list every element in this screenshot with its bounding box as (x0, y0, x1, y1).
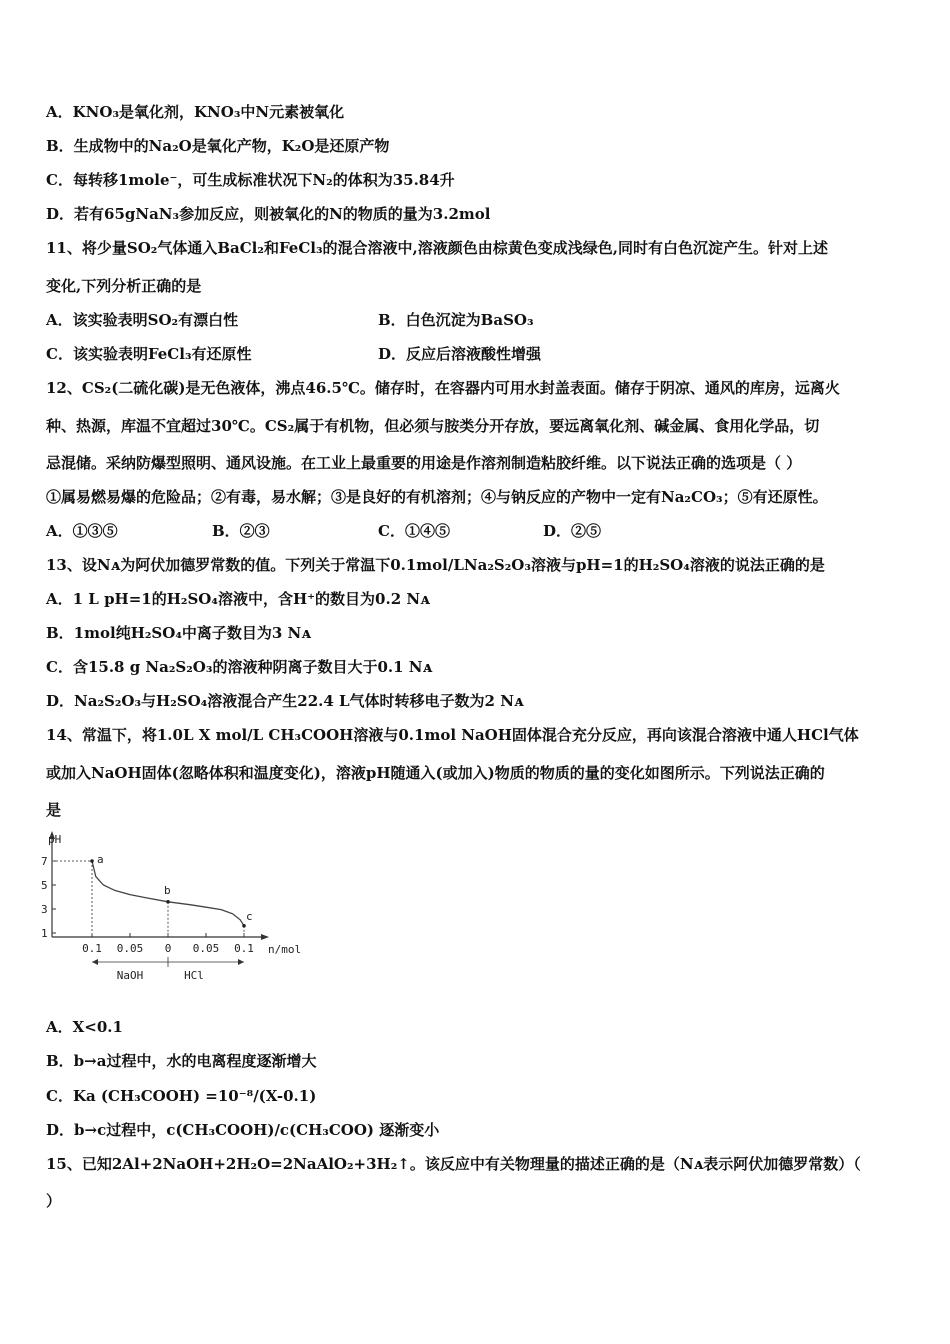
point-b (166, 900, 170, 904)
q12-option-b: B．②③ (212, 522, 270, 540)
q13-option-c: C．含15.8 g Na₂S₂O₃的溶液种阴离子数目大于0.1 Nᴀ (46, 658, 433, 676)
q12-stem-line4: ①属易燃易爆的危险品；②有毒，易水解；③是良好的有机溶剂；④与钠反应的产物中一定有Na₂CO₃；⑤有还原性。 (46, 488, 828, 506)
q11-option-b: B．白色沉淀为BaSO₃ (378, 311, 534, 329)
q15-stem-line1: 15、已知2Al+2NaOH+2H₂O=2NaAlO₂+3H₂↑。该反应中有关物理量的描述正确的是（Nᴀ表示阿伏加德罗常数）（ (46, 1155, 861, 1173)
q14-option-c: C．Ka (CH₃COOH) =10⁻⁸/(X-0.1) (46, 1087, 317, 1105)
y-tick-label: 5 (41, 879, 48, 892)
region-label-hcl: HCl (184, 969, 204, 982)
q11-stem-line2: 变化,下列分析正确的是 (46, 277, 202, 295)
x-tick-label: 0.1 (234, 942, 254, 955)
point-a (90, 859, 94, 863)
region-arrow-left (92, 959, 98, 965)
x-tick-label: 0.05 (192, 942, 220, 955)
point-label-b: b (164, 883, 171, 897)
q14-stem-line3: 是 (46, 801, 62, 819)
q12-option-c: C．①④⑤ (378, 522, 450, 540)
q12-stem-line3: 忌混储。采纳防爆型照明、通风设施。在工业上最重要的用途是作溶剂制造粘胶纤维。以下说法正确的选项是（ ） (46, 454, 802, 472)
q14-option-d: D．b→c过程中，c(CH₃COOH)/c(CH₃COO) 逐渐变小 (46, 1121, 440, 1139)
x-axis-label: n/mol (268, 943, 302, 956)
region-label-naoh: NaOH (116, 969, 144, 982)
x-tick-label: 0 (164, 942, 172, 955)
q15-stem-line2: ） (46, 1192, 62, 1210)
q14-option-b: B．b→a过程中，水的电离程度逐渐增大 (46, 1052, 317, 1070)
q13-stem: 13、设Nᴀ为阿伏加德罗常数的值。下列关于常温下0.1mol/LNa₂S₂O₃溶液与pH=1的H₂SO₄溶液的说法正确的是 (46, 556, 825, 574)
q11-option-c: C．该实验表明FeCl₃有还原性 (46, 345, 252, 363)
y-tick-label: 3 (41, 903, 48, 916)
q13-option-a: A．1 L pH=1的H₂SO₄溶液中，含H⁺的数目为0.2 Nᴀ (46, 590, 430, 608)
q14-option-a: A．X<0.1 (46, 1018, 123, 1036)
q14-stem-line2: 或加入NaOH固体(忽略体积和温度变化)，溶液pH随通入(或加入)物质的物质的量的变化如图所示。下列说法正确的 (46, 764, 825, 782)
q10-option-a: A．KNO₃是氧化剂，KNO₃中N元素被氧化 (46, 103, 345, 121)
point-label-c: c (246, 909, 253, 923)
q13-option-d: D．Na₂S₂O₃与H₂SO₄溶液混合产生22.4 L气体时转移电子数为2 Nᴀ (46, 692, 524, 710)
q12-stem-line2: 种、热源，库温不宜超过30℃。CS₂属于有机物，但必须与胺类分开存放，要远离氧化剂、碱金属、食用化学品，切 (46, 417, 820, 435)
q12-stem-line1: 12、CS₂(二硫化碳)是无色液体，沸点46.5℃。储存时，在容器内可用水封盖表面。储存于阴凉、通风的库房，远离火 (46, 379, 840, 397)
ph-chart (40, 825, 320, 990)
x-tick-label: 0.05 (116, 942, 144, 955)
x-tick-label: 0.1 (82, 942, 102, 955)
y-tick-label: 7 (41, 855, 48, 868)
q11-option-a: A．该实验表明SO₂有漂白性 (46, 311, 239, 329)
q10-option-b: B．生成物中的Na₂O是氧化产物，K₂O是还原产物 (46, 137, 390, 155)
y-axis-label: pH (48, 833, 62, 846)
q13-option-b: B．1mol纯H₂SO₄中离子数目为3 Nᴀ (46, 624, 311, 642)
q12-option-d: D．②⑤ (543, 522, 602, 540)
x-axis-arrow (261, 934, 269, 940)
region-arrow-right (238, 959, 244, 965)
point-label-a: a (97, 853, 104, 866)
q10-option-d: D．若有65gNaN₃参加反应，则被氧化的N的物质的量为3.2mol (46, 205, 491, 223)
q14-stem-line1: 14、常温下，将1.0L X mol/L CH₃COOH溶液与0.1mol NaOH固体混合充分反应，再向该混合溶液中通人HCl气体 (46, 726, 859, 744)
y-tick-label: 1 (41, 927, 48, 940)
point-c (242, 924, 246, 928)
q11-option-d: D．反应后溶液酸性增强 (378, 345, 542, 363)
q10-option-c: C．每转移1mole⁻，可生成标准状况下N₂的体积为35.84升 (46, 171, 455, 189)
q12-option-a: A．①③⑤ (46, 522, 118, 540)
q11-stem-line1: 11、将少量SO₂气体通入BaCl₂和FeCl₃的混合溶液中,溶液颜色由棕黄色变成浅绿色,同时有白色沉淀产生。针对上述 (46, 239, 828, 257)
